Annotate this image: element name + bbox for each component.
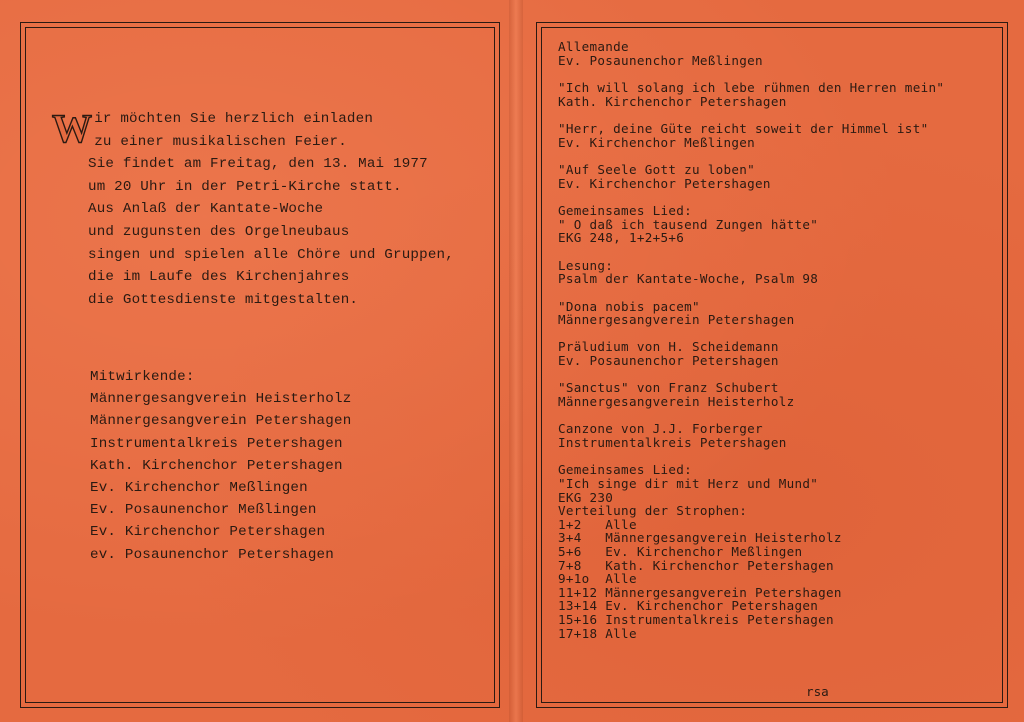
program-line: EKG 230 bbox=[558, 489, 614, 505]
program-line: Ev. Kirchenchor Petershagen bbox=[558, 175, 771, 191]
program-line: Präludium von H. Scheidemann bbox=[558, 339, 779, 355]
program-line: "Auf Seele Gott zu loben" bbox=[558, 161, 756, 177]
strophe-line: 17+18 Alle bbox=[558, 625, 637, 641]
participants-list bbox=[90, 366, 490, 566]
strophe-line: 7+8 Kath. Kirchenchor Petershagen bbox=[558, 557, 834, 573]
participant-item: Ev. Kirchenchor Petershagen bbox=[90, 524, 326, 541]
participant-item: ev. Posaunenchor Petershagen bbox=[90, 546, 334, 563]
program-line: Allemande bbox=[558, 39, 629, 54]
program-item bbox=[558, 463, 998, 517]
program-line: Ev. Kirchenchor Meßlingen bbox=[558, 134, 756, 150]
program-item bbox=[558, 422, 998, 449]
strophe-line: 11+12 Männergesangverein Petershagen bbox=[558, 584, 842, 600]
invitation-line: ir möchten Sie herzlich einladen bbox=[94, 111, 374, 127]
strophe-line: 5+6 Ev. Kirchenchor Meßlingen bbox=[558, 544, 803, 559]
participant-item: Kath. Kirchenchor Petershagen bbox=[90, 457, 343, 474]
program-item bbox=[558, 40, 998, 67]
strophe-line: 1+2 Alle bbox=[558, 516, 637, 532]
program-item bbox=[558, 81, 998, 108]
program-item bbox=[558, 122, 998, 149]
invitation-line: Sie findet am Freitag, den 13. Mai 1977 bbox=[88, 156, 428, 173]
strophe-line: 9+1o Alle bbox=[558, 571, 637, 587]
invitation-line: singen und spielen alle Chöre und Gruppen, bbox=[88, 246, 454, 263]
invitation-line: Aus Anlaß der Kantate-Woche bbox=[88, 201, 324, 218]
program-line: " O daß ich tausend Zungen hätte" bbox=[558, 216, 819, 232]
program-line: Verteilung der Strophen: bbox=[558, 503, 748, 519]
program-item bbox=[558, 259, 998, 286]
program-line: Männergesangverein Petershagen bbox=[558, 312, 795, 328]
invitation-line: die im Laufe des Kirchenjahres bbox=[88, 269, 350, 286]
invitation-line: um 20 Uhr in der Petri-Kirche statt. bbox=[88, 178, 402, 195]
program-line: Gemeinsames Lied: bbox=[558, 462, 692, 478]
program-line: Gemeinsames Lied: bbox=[558, 202, 692, 218]
typist-initials: rsa bbox=[806, 684, 829, 699]
program-line: Ev. Posaunenchor Petershagen bbox=[558, 353, 779, 369]
program-list bbox=[558, 40, 998, 640]
invitation-line: und zugunsten des Orgelneubaus bbox=[88, 223, 350, 240]
program-line: EKG 248, 1+2+5+6 bbox=[558, 230, 685, 246]
participant-item: Ev. Posaunenchor Meßlingen bbox=[90, 502, 317, 519]
participant-item: Ev. Kirchenchor Meßlingen bbox=[90, 480, 308, 497]
program-item bbox=[558, 340, 998, 367]
participant-item: Männergesangverein Heisterholz bbox=[90, 391, 352, 408]
program-line: "Ich will solang ich lebe rühmen den Herren mein" bbox=[558, 79, 945, 95]
program-line: Canzone von J.J. Forberger bbox=[558, 421, 763, 437]
program-item bbox=[558, 204, 998, 245]
program-line: "Herr, deine Güte reicht soweit der Himmel ist" bbox=[558, 120, 929, 136]
participants-heading: Mitwirkende: bbox=[90, 369, 195, 385]
program-item bbox=[558, 300, 998, 327]
strophe-line: 3+4 Männergesangverein Heisterholz bbox=[558, 530, 842, 546]
program-line: Lesung: bbox=[558, 257, 614, 273]
program-item bbox=[558, 381, 998, 408]
program-line: Ev. Posaunenchor Meßlingen bbox=[558, 52, 763, 68]
paper-fold bbox=[509, 0, 523, 722]
strophe-line: 15+16 Instrumentalkreis Petershagen bbox=[558, 611, 834, 627]
program-line: "Sanctus" von Franz Schubert bbox=[558, 380, 779, 396]
program-line: Psalm der Kantate-Woche, Psalm 98 bbox=[558, 271, 819, 287]
participant-item: Männergesangverein Petershagen bbox=[90, 413, 352, 430]
program-line: "Ich singe dir mit Herz und Mund" bbox=[558, 476, 819, 492]
program-item bbox=[558, 163, 998, 190]
program-line: Instrumentalkreis Petershagen bbox=[558, 435, 787, 451]
invitation-line: zu einer musikalischen Feier. bbox=[94, 133, 347, 150]
program-line: Kath. Kirchenchor Petershagen bbox=[558, 93, 787, 109]
drop-cap-letter: W bbox=[52, 106, 93, 151]
invitation-text bbox=[52, 108, 492, 311]
invitation-line: die Gottesdienste mitgestalten. bbox=[88, 291, 359, 308]
strophe-line: 13+14 Ev. Kirchenchor Petershagen bbox=[558, 598, 819, 614]
program-line: "Dona nobis pacem" bbox=[558, 298, 700, 314]
participant-item: Instrumentalkreis Petershagen bbox=[90, 435, 343, 452]
program-line: Männergesangverein Heisterholz bbox=[558, 394, 795, 410]
